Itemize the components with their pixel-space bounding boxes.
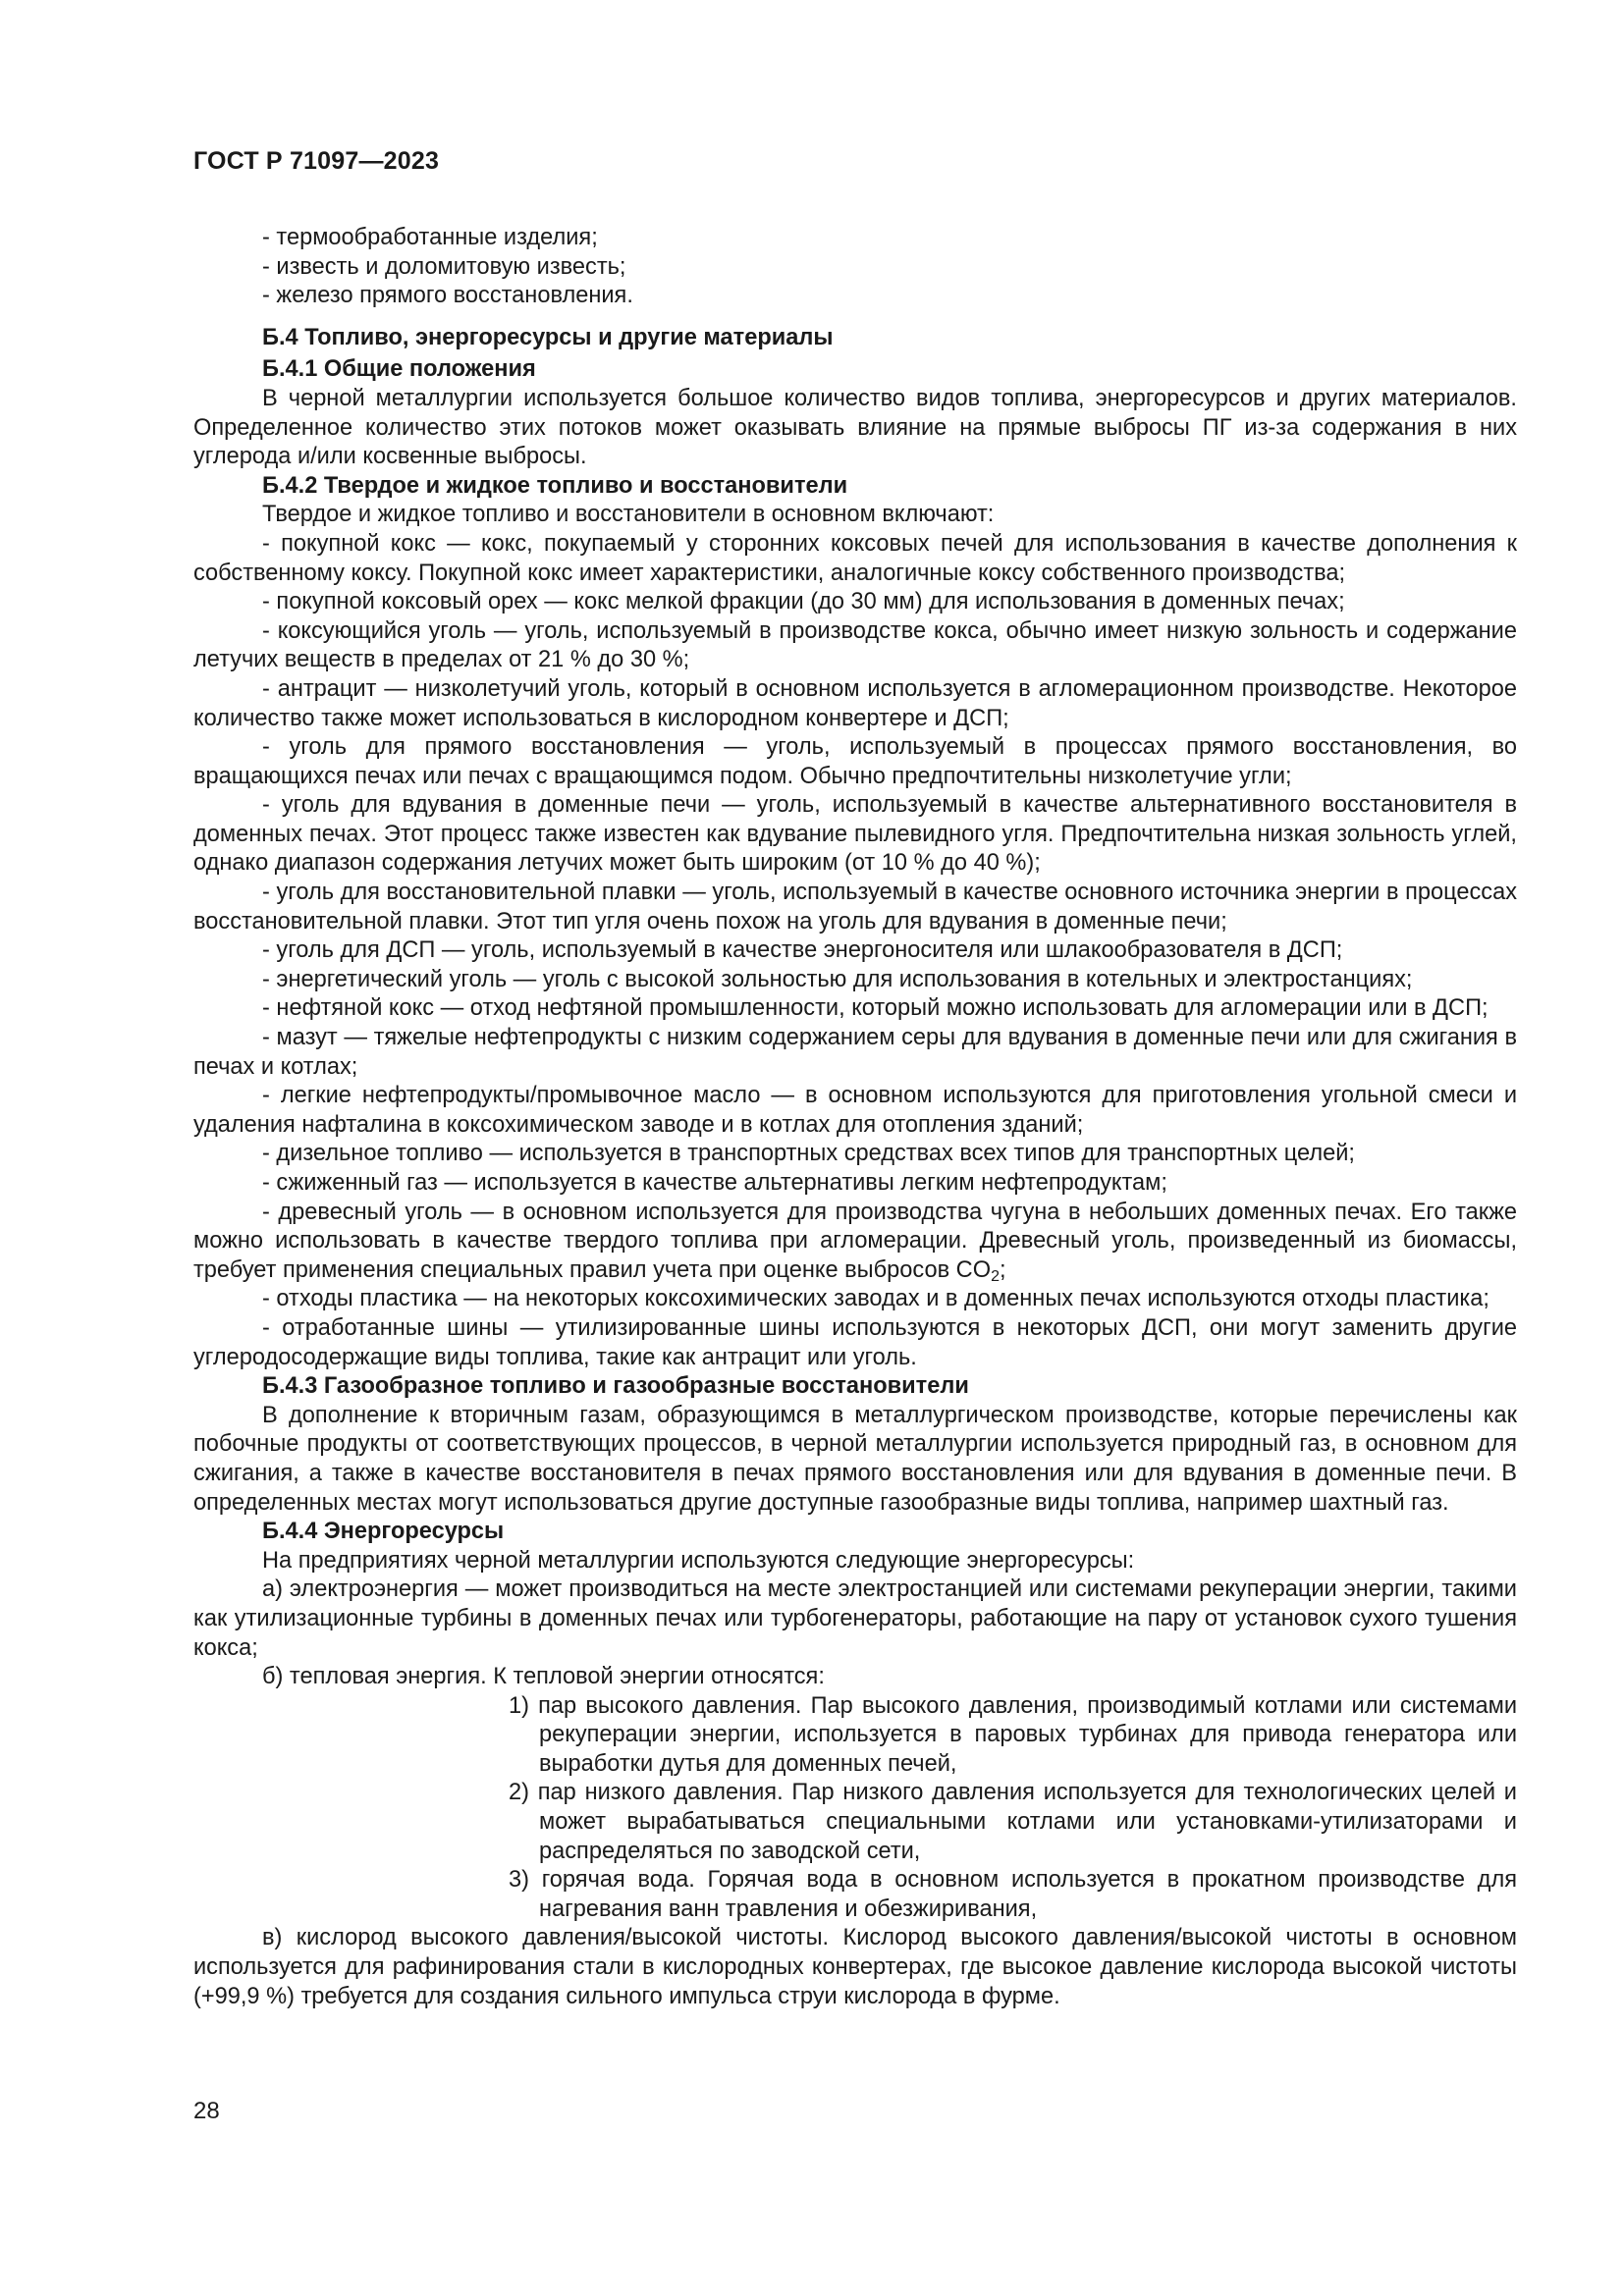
intro-list bbox=[193, 224, 1517, 311]
list-item: - уголь для прямого восстановления — уголь, используемый в процессах прямого восстановления, во вращающихся печах или печах с вращающимся подом. Обычно предпочтительны низколетучие угли; bbox=[193, 734, 1517, 789]
sub-list-item: 3) горячая вода. Горячая вода в основном используется в прокатном производстве для нагревания ванн травления и обезжиривания, bbox=[509, 1867, 1517, 1922]
document-id: ГОСТ Р 71097—2023 bbox=[193, 147, 440, 175]
sub-list-item: 2) пар низкого давления. Пар низкого давления используется для технологических целей и может вырабатываться специальными котлами или установками-утилизаторами и распределяться по заводской сети, bbox=[509, 1780, 1517, 1864]
list-item: - уголь для вдувания в доменные печи — уголь, используемый в качестве альтернативного восстановителя в доменных печах. Этот процесс также известен как вдувание пылевидного угля. Предпочтительна низкая зольность углей, однако диапазон содержания летучих может быть широким (от 10 % до 40 %); bbox=[193, 792, 1517, 877]
list-item: - уголь для ДСП — уголь, используемый в качестве энергоносителя или шлакообразователя в ДСП; bbox=[262, 937, 1343, 964]
list-item-b: б) тепловая энергия. К тепловой энергии относятся: bbox=[262, 1664, 825, 1690]
list-item: - известь и доломитовую известь; bbox=[262, 253, 626, 280]
list-item: - энергетический уголь — уголь с высокой зольностью для использования в котельных и электростанциях; bbox=[262, 966, 1413, 992]
subsection-heading-b43: Б.4.3 Газообразное топливо и газообразные восстановители bbox=[262, 1373, 969, 1400]
list-item: - покупной коксовый орех — кокс мелкой фракции (до 30 мм) для использования в доменных печах; bbox=[262, 589, 1345, 615]
list-item: - нефтяной кокс — отход нефтяной промышленности, который можно использовать для агломерации или в ДСП; bbox=[262, 995, 1489, 1022]
list-item: - термообработанные изделия; bbox=[262, 225, 598, 250]
list-item: - сжиженный газ — используется в качестве альтернативы легким нефтепродуктам; bbox=[262, 1170, 1167, 1196]
list-item: - коксующийся уголь — уголь, используемый в производстве кокса, обычно имеет низкую зольность и содержание летучих веществ в пределах от 21 % до 30 %; bbox=[193, 617, 1517, 673]
list-item: - отработанные шины — утилизированные шины используются в некоторых ДСП, они могут заменить другие углеродосодержащие виды топлива, такие как антрацит или уголь. bbox=[193, 1314, 1517, 1370]
list-item: - легкие нефтепродукты/промывочное масло — в основном используются для приготовления угольной смеси и удаления нафталина в коксохимическом заводе и в котлах для отопления зданий; bbox=[193, 1083, 1517, 1138]
paragraph: В дополнение к вторичным газам, образующимся в металлургическом производстве, которые перечислены как побочные продукты от соответствующих процессов, в черной металлургии используется природный газ, в основном для сжигания, а также в качестве восстановителя в печах прямого восстановления или для вдувания в доменные печи. В определенных местах могут использоваться другие доступные газообразные виды топлива, например шахтный газ. bbox=[193, 1402, 1517, 1516]
list-item: - отходы пластика — на некоторых коксохимических заводах и в доменных печах используются отходы пластика; bbox=[262, 1286, 1489, 1312]
page-number: 28 bbox=[193, 2098, 220, 2124]
list-item: - антрацит — низколетучий уголь, который в основном используется в агломерационном производстве. Некоторое количество также может использоваться в кислородном конвертере и ДСП; bbox=[193, 675, 1517, 731]
list-item-c: в) кислород высокого давления/высокой чистоты. Кислород высокого давления/высокой чистоты в основном используется для рафинирования стали в кислородных конвертерах, где высокое давление кислорода высокой чистоты (+99,9 %) требуется для создания сильного импульса струи кислорода в фурме. bbox=[193, 1925, 1517, 2009]
subsection-heading-b41: Б.4.1 Общие положения bbox=[262, 356, 536, 383]
paragraph: На предприятиях черной металлургии используются следующие энергоресурсы: bbox=[262, 1547, 1135, 1574]
subsection-heading-b42: Б.4.2 Твердое и жидкое топливо и восстановители bbox=[262, 472, 848, 499]
list-item: - покупной кокс — кокс, покупаемый у сторонних коксовых печей для использования в качестве дополнения к собственному коксу. Покупной кокс имеет характеристики, аналогичные коксу собственного производства; bbox=[193, 530, 1517, 586]
list-item: - железо прямого восстановления. bbox=[262, 283, 633, 309]
list-item: - уголь для восстановительной плавки — уголь, используемый в качестве основного источника энергии в процессах восстановительной плавки. Этот тип угля очень похож на уголь для вдувания в доменные печи; bbox=[193, 880, 1517, 934]
section-heading-b4: Б.4 Топливо, энергоресурсы и другие материалы bbox=[262, 324, 834, 350]
sub-list-item: 1) пар высокого давления. Пар высокого давления, производимый котлами или системами рекуперации энергии, используется в паровых турбинах для привода генератора или выработки дутья для доменных печей, bbox=[509, 1692, 1517, 1777]
charcoal-tail: ; bbox=[999, 1256, 1006, 1283]
paragraph: Твердое и жидкое топливо и восстановители в основном включают: bbox=[262, 502, 995, 528]
subsection-heading-b44: Б.4.4 Энергоресурсы bbox=[262, 1519, 505, 1545]
paragraph: В черной металлургии используется большое количество видов топлива, энергоресурсов и других материалов. Определенное количество этих потоков может оказывать влияние на прямые выбросы ПГ из-за содержания в них углерода и/или косвенные выбросы. bbox=[193, 385, 1517, 470]
co2-subscript: 2 bbox=[991, 1267, 1000, 1285]
list-item: - дизельное топливо — используется в транспортных средствах всех типов для транспортных целей; bbox=[262, 1141, 1355, 1167]
list-item-a: а) электроэнергия — может производиться на месте электростанцией или системами рекуперации энергии, такими как утилизационные турбины в доменных печах или турбогенераторы, работающие на пару от установок сухого тушения кокса; bbox=[193, 1576, 1517, 1661]
page-body bbox=[193, 224, 1517, 2011]
list-item: - мазут — тяжелые нефтепродукты с низким содержанием серы для вдувания в доменные печи или для сжигания в печах и котлах; bbox=[193, 1025, 1517, 1080]
list-item-charcoal bbox=[193, 1199, 1517, 1286]
charcoal-text: - древесный уголь — в основном используется для производства чугуна в небольших доменных печах. Его также можно использовать в качестве твердого топлива при агломерации. Древесный уголь, произведенный из биомассы, требует применения специальных правил учета при оценке выбросов CO bbox=[193, 1199, 1517, 1283]
